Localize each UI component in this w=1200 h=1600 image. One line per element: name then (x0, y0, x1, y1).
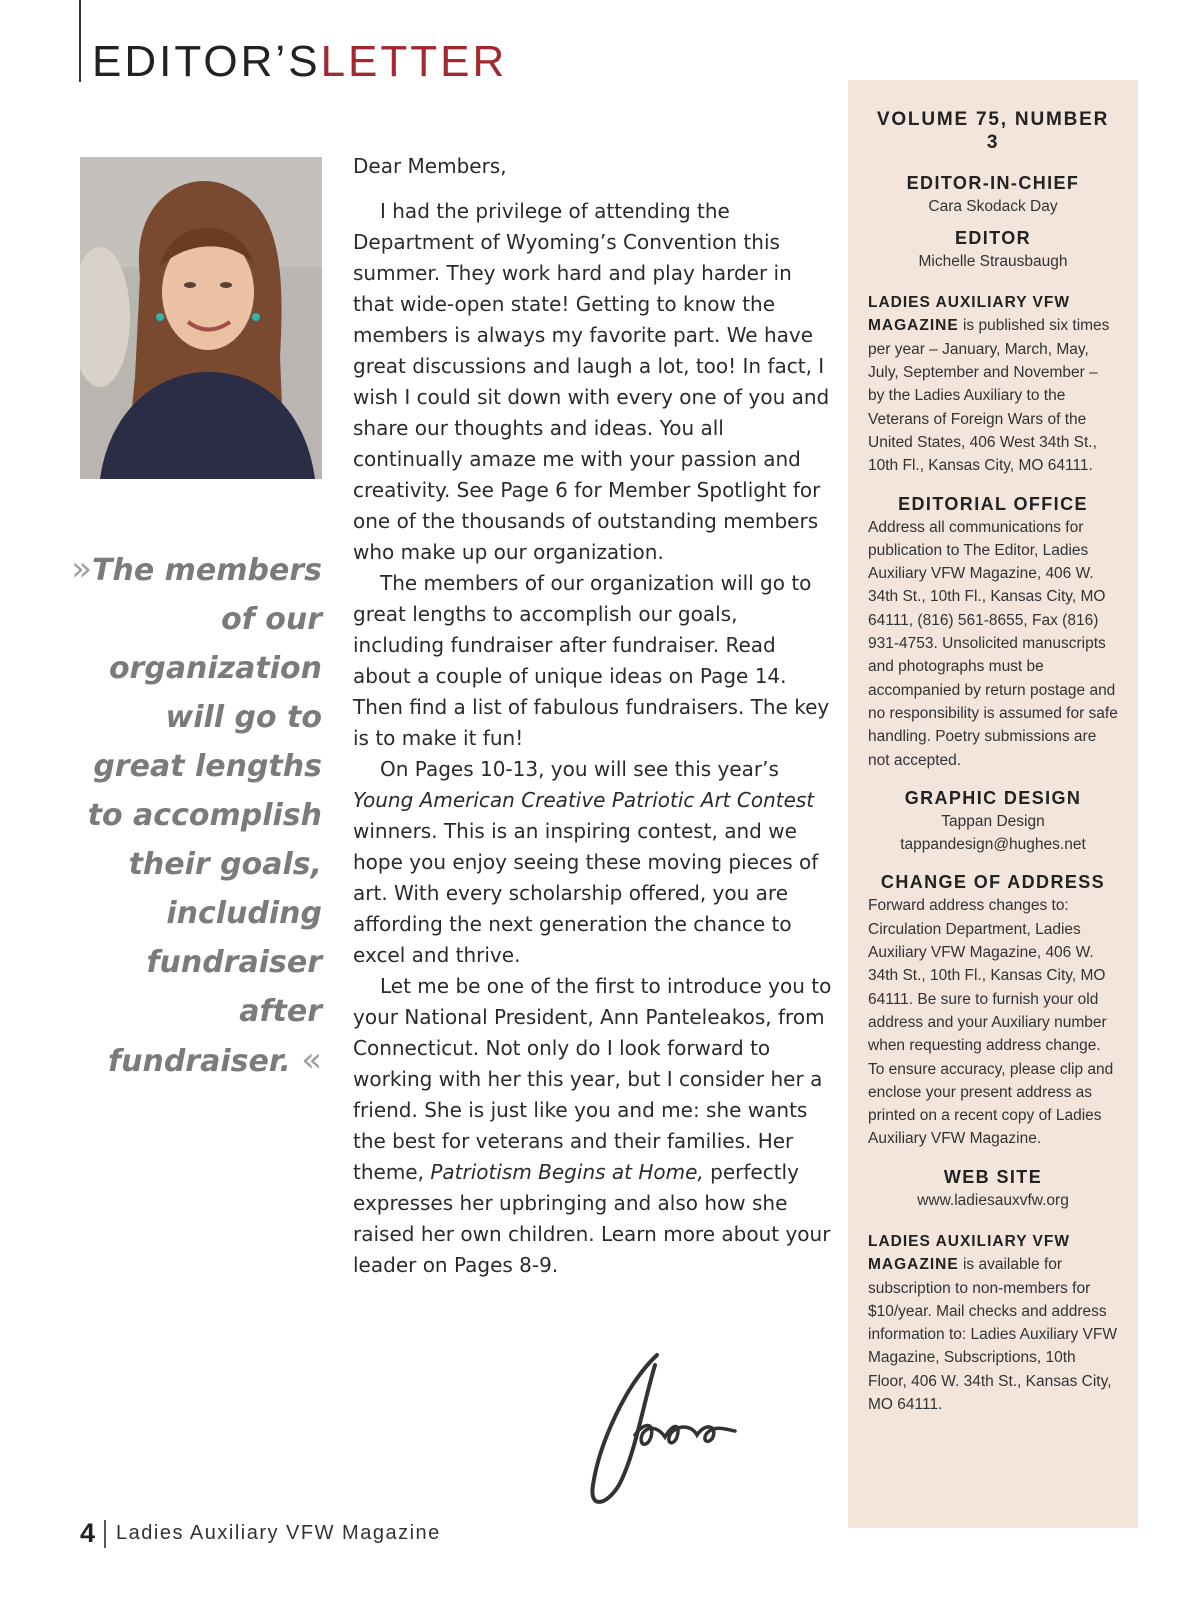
address-info: Forward address changes to: Circulation Department, Ladies Auxiliary VFW Magazine, 406 W. 34th St., 10th Fl., Kansas City, MO 64111. Be sure to furnish your old address and your Auxiliary number when requesting address change. To ensure accuracy, please clip and enclose your present address as printed on a recent copy of Ladies Auxiliary VFW Magazine. (868, 897, 1114, 1148)
web-heading: WEB SITE (943, 1166, 1043, 1187)
letter-paragraph: I had the privilege of attending the Department of Wyoming’s Convention this summer. They work hard and play harder in that wide-open state! Getting to know the members is always my favorite part. We have great discussions and laugh a lot, too! In fact, I wish I could sit down with every one of you and share our thoughts and ideas. You all continually amaze me with your passion and creativity. See Page 6 for Member Spotlight for one of the thousands of outstanding members who make up our organization. (353, 199, 830, 564)
letter-paragraph: On Pages 10-13, you will see this year’s Young American Creative Patriotic Art Contest winners. This is an inspiring contest, and we hope you enjoy seeing these moving pieces of art. With every scholarship offered, you are affording the next generation the chance to excel and thrive. (353, 757, 819, 967)
editor-photo (80, 157, 322, 479)
page-title: EDITOR’SLETTER (92, 37, 508, 86)
editor-portrait-image (80, 157, 322, 479)
design-name: Tappan Design (941, 812, 1045, 830)
letter-greeting: Dear Members, (353, 154, 507, 178)
theme-title: Patriotism Begins at Home, (430, 1160, 704, 1184)
design-email: tappandesign@hughes.net (900, 836, 1086, 854)
editor-heading: EDITOR (954, 227, 1032, 248)
page-number: 4 (80, 1518, 96, 1548)
office-info: Address all communications for publication to The Editor, Ladies Auxiliary VFW Magazine, 406 W. 34th St., 10th Fl., Kansas City, MO 64111, (816) 561-8655, Fax (816) 931-4753. Unsolicited manuscripts and photographs must be accompanied by return postage and no responsibility is assumed for safe handling. Poetry submissions are not accepted. (868, 518, 1118, 769)
web-url: www.ladiesauxvfw.org (917, 1191, 1069, 1209)
office-heading: EDITORIAL OFFICE (898, 493, 1088, 514)
masthead-sidebar (848, 80, 1138, 1528)
pull-quote (64, 545, 322, 1086)
footer-divider (104, 1520, 106, 1548)
pull-quote-text: The members of our organization will go to great lengths to accomplish their goals, including fundraiser after fundraiser. (87, 553, 322, 1079)
letter-paragraph: Let me be one of the first to introduce you to your National President, Ann Panteleakos, from Connecticut. Not only do I look forward to working with her this year, but I consider her a friend. She is just like you and me: she wants the best for veterans and their families. Her theme, Patriotism Begins at Home, perfectly expresses her upbringing and also how she raised her own children. Learn more about your leader on Pages 8-9. (353, 974, 832, 1277)
chevron-right-double-icon: » (71, 549, 93, 589)
publication-info: LADIES AUXILIARY VFW MAGAZINE is published six times per year – January, March, May, July, September and November – by the Ladies Auxiliary to the Veterans of Foreign Wars of the United States, 406 West 34th St., 10th Fl., Kansas City, MO 64111. (868, 294, 1110, 475)
volume-number: VOLUME 75, NUMBER 3 (876, 109, 1110, 154)
letter-body (353, 151, 833, 1281)
header-rule (79, 0, 81, 82)
subscription-info: LADIES AUXILIARY VFW MAGAZINE is available for subscription to non-members for $10/year. Mail checks and address information to: Ladies Auxiliary VFW Magazine, Subscriptions, 10th Floor, 406 W. 34th St., Kansas City, MO 64111. (868, 1232, 1117, 1414)
signature-image (585, 1345, 745, 1515)
chevron-left-double-icon: « (301, 1040, 322, 1080)
eic-heading: EDITOR-IN-CHIEF (906, 172, 1080, 193)
editor-name: Michelle Strausbaugh (918, 252, 1068, 270)
magazine-name: Ladies Auxiliary VFW Magazine (116, 1522, 441, 1544)
page-footer (80, 1518, 441, 1549)
editor-signature (585, 1345, 745, 1515)
eic-name: Cara Skodack Day (928, 197, 1058, 215)
contest-title: Young American Creative Patriotic Art Contest (353, 788, 815, 812)
design-heading: GRAPHIC DESIGN (904, 787, 1082, 808)
letter-paragraph: The members of our organization will go to great lengths to accomplish our goals, including fundraiser after fundraiser. Read about a couple of unique ideas on Page 14. Then find a list of fabulous fundraisers. The key is to make it fun! (353, 571, 830, 750)
address-heading: CHANGE OF ADDRESS (880, 872, 1106, 893)
